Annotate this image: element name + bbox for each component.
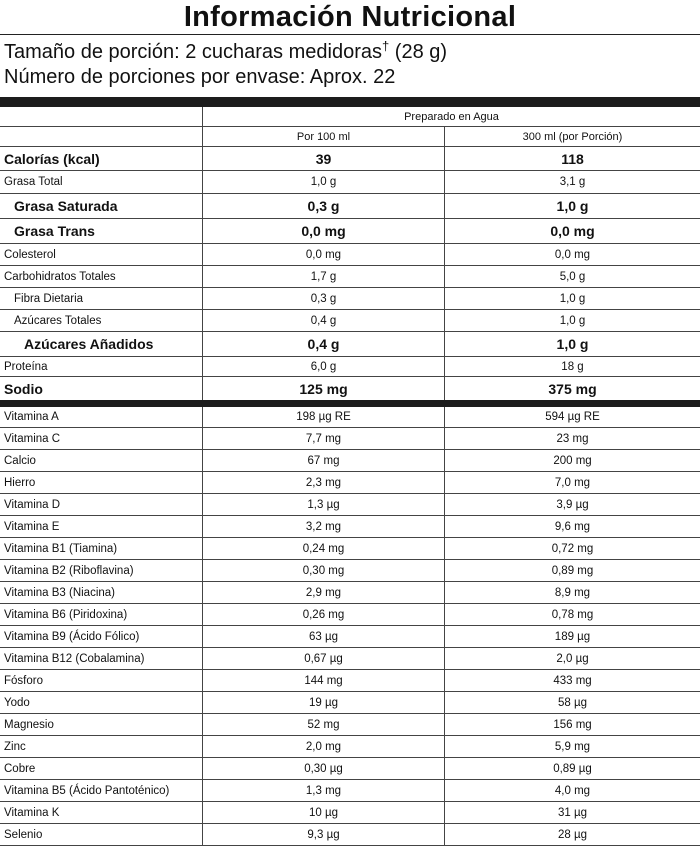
col-per-100ml: Por 100 ml [202,127,444,146]
value-per-100ml: 0,4 g [202,332,444,356]
table-row [0,194,700,219]
nutrient-label: Selenio [4,828,43,841]
table-row [0,288,700,310]
table-row [0,472,700,494]
value-per-serving: 28 µg [444,824,700,845]
nutrient-label: Magnesio [4,718,54,731]
nutrient-label: Yodo [4,696,30,709]
value-per-serving: 18 g [444,357,700,376]
table-row [0,648,700,670]
value-per-serving: 31 µg [444,802,700,823]
nutrient-label: Carbohidratos Totales [4,270,116,283]
nutrient-label: Azúcares Totales [14,314,102,327]
table-row [0,310,700,332]
value-per-100ml: 7,7 mg [202,428,444,449]
nutrient-label: Sodio [4,380,43,397]
value-per-100ml: 10 µg [202,802,444,823]
value-per-100ml: 2,0 mg [202,736,444,757]
divider-bar [0,97,700,107]
nutrient-label: Grasa Trans [14,223,95,239]
value-per-100ml: 144 mg [202,670,444,691]
table-row [0,428,700,450]
table-row [0,494,700,516]
value-per-100ml: 52 mg [202,714,444,735]
value-per-serving: 0,78 mg [444,604,700,625]
value-per-serving: 594 µg RE [444,407,700,427]
value-per-100ml: 0,4 g [202,310,444,331]
value-per-serving: 3,9 µg [444,494,700,515]
table-row [0,780,700,802]
value-per-serving: 4,0 mg [444,780,700,801]
table-row [0,670,700,692]
nutrient-label: Vitamina K [4,806,60,819]
table-row [0,450,700,472]
value-per-100ml: 67 mg [202,450,444,471]
value-per-serving: 2,0 µg [444,648,700,669]
value-per-100ml: 6,0 g [202,357,444,376]
nutrient-label: Vitamina D [4,498,61,511]
nutrient-label: Vitamina E [4,520,60,533]
value-per-serving: 433 mg [444,670,700,691]
value-per-serving: 5,9 mg [444,736,700,757]
value-per-100ml: 3,2 mg [202,516,444,537]
value-per-100ml: 1,3 mg [202,780,444,801]
serving-info [0,35,700,94]
value-per-serving: 9,6 mg [444,516,700,537]
table-row [0,560,700,582]
value-per-serving: 1,0 g [444,288,700,309]
value-per-serving: 1,0 g [444,332,700,356]
table-row [0,516,700,538]
nutrient-label: Vitamina B5 (Ácido Pantoténico) [4,784,170,797]
nutrient-label: Hierro [4,476,36,489]
nutrient-label: Vitamina B2 (Riboflavina) [4,564,134,577]
serving-size [4,40,700,65]
value-per-serving: 3,1 g [444,171,700,193]
nutrient-label: Fósforo [4,674,43,687]
col-per-serving: 300 ml (por Porción) [444,127,700,146]
value-per-serving: 1,0 g [444,310,700,331]
value-per-serving: 1,0 g [444,194,700,218]
value-per-100ml: 63 µg [202,626,444,647]
table-row [0,171,700,194]
nutrient-label: Azúcares Añadidos [24,336,154,352]
table-row [0,244,700,266]
table-row [0,407,700,428]
value-per-100ml: 0,0 mg [202,219,444,243]
nutrient-label: Vitamina B9 (Ácido Fólico) [4,630,140,643]
value-per-serving: 156 mg [444,714,700,735]
nutrient-label: Cobre [4,762,36,775]
nutrition-title: Información Nutricional [0,0,700,35]
serving-size-text: Tamaño de porción: 2 cucharas medidoras [4,41,382,63]
table-row [0,824,700,846]
table-row [0,538,700,560]
value-per-serving: 200 mg [444,450,700,471]
table-row [0,802,700,824]
prepared-header: Preparado en Agua [202,107,700,126]
table-row [0,219,700,244]
value-per-100ml: 0,24 mg [202,538,444,559]
table-row [0,582,700,604]
servings-per-container: Número de porciones por envase: Aprox. 22 [4,66,396,88]
value-per-serving: 5,0 g [444,266,700,287]
value-per-serving: 118 [444,147,700,170]
nutrient-label: Vitamina B12 (Cobalamina) [4,652,145,665]
nutrient-label: Grasa Saturada [14,198,118,214]
table-row [0,604,700,626]
nutrient-label: Fibra Dietaria [14,292,84,305]
value-per-100ml: 0,67 µg [202,648,444,669]
value-per-serving: 58 µg [444,692,700,713]
value-per-100ml: 9,3 µg [202,824,444,845]
table-row [0,332,700,357]
value-per-serving: 7,0 mg [444,472,700,493]
nutrient-label: Vitamina C [4,432,61,445]
value-per-100ml: 0,26 mg [202,604,444,625]
nutrient-label: Grasa Total [4,176,63,188]
value-per-serving: 0,0 mg [444,244,700,265]
table-row [0,714,700,736]
value-per-100ml: 2,3 mg [202,472,444,493]
value-per-serving: 375 mg [444,377,700,400]
table-row [0,626,700,648]
table-row [0,758,700,780]
value-per-100ml: 1,7 g [202,266,444,287]
value-per-100ml: 2,9 mg [202,582,444,603]
value-per-100ml: 1,0 g [202,171,444,193]
nutrient-label: Calcio [4,454,36,467]
table-row [0,266,700,288]
nutrient-label: Vitamina A [4,411,59,423]
value-per-100ml: 0,30 mg [202,560,444,581]
dagger-mark: † [382,38,390,54]
value-per-100ml: 0,0 mg [202,244,444,265]
value-per-serving: 0,0 mg [444,219,700,243]
value-per-100ml: 0,3 g [202,194,444,218]
nutrient-label: Calorías (kcal) [4,150,100,167]
table-row-calories [0,147,700,171]
table-row [0,357,700,377]
value-per-serving: 8,9 mg [444,582,700,603]
value-per-100ml: 125 mg [202,377,444,400]
value-per-serving: 189 µg [444,626,700,647]
nutrient-label: Vitamina B1 (Tiamina) [4,542,118,555]
table-row [0,736,700,758]
table-subheader-row [0,127,700,147]
value-per-100ml: 39 [202,147,444,170]
nutrient-label: Zinc [4,740,26,753]
nutrition-table [0,107,700,846]
nutrient-label: Proteína [4,360,48,373]
serving-size-quantity: (28 g) [389,41,448,63]
value-per-serving: 0,89 µg [444,758,700,779]
value-per-serving: 0,72 mg [444,538,700,559]
value-per-100ml: 0,30 µg [202,758,444,779]
value-per-100ml: 198 µg RE [202,407,444,427]
nutrient-label: Vitamina B3 (Niacina) [4,586,116,599]
value-per-serving: 0,89 mg [444,560,700,581]
table-header-row [0,107,700,127]
table-row-sodium [0,377,700,407]
table-row [0,692,700,714]
value-per-serving: 23 mg [444,428,700,449]
value-per-100ml: 1,3 µg [202,494,444,515]
value-per-100ml: 0,3 g [202,288,444,309]
value-per-100ml: 19 µg [202,692,444,713]
nutrient-label: Colesterol [4,248,56,261]
nutrient-label: Vitamina B6 (Piridoxina) [4,608,128,621]
